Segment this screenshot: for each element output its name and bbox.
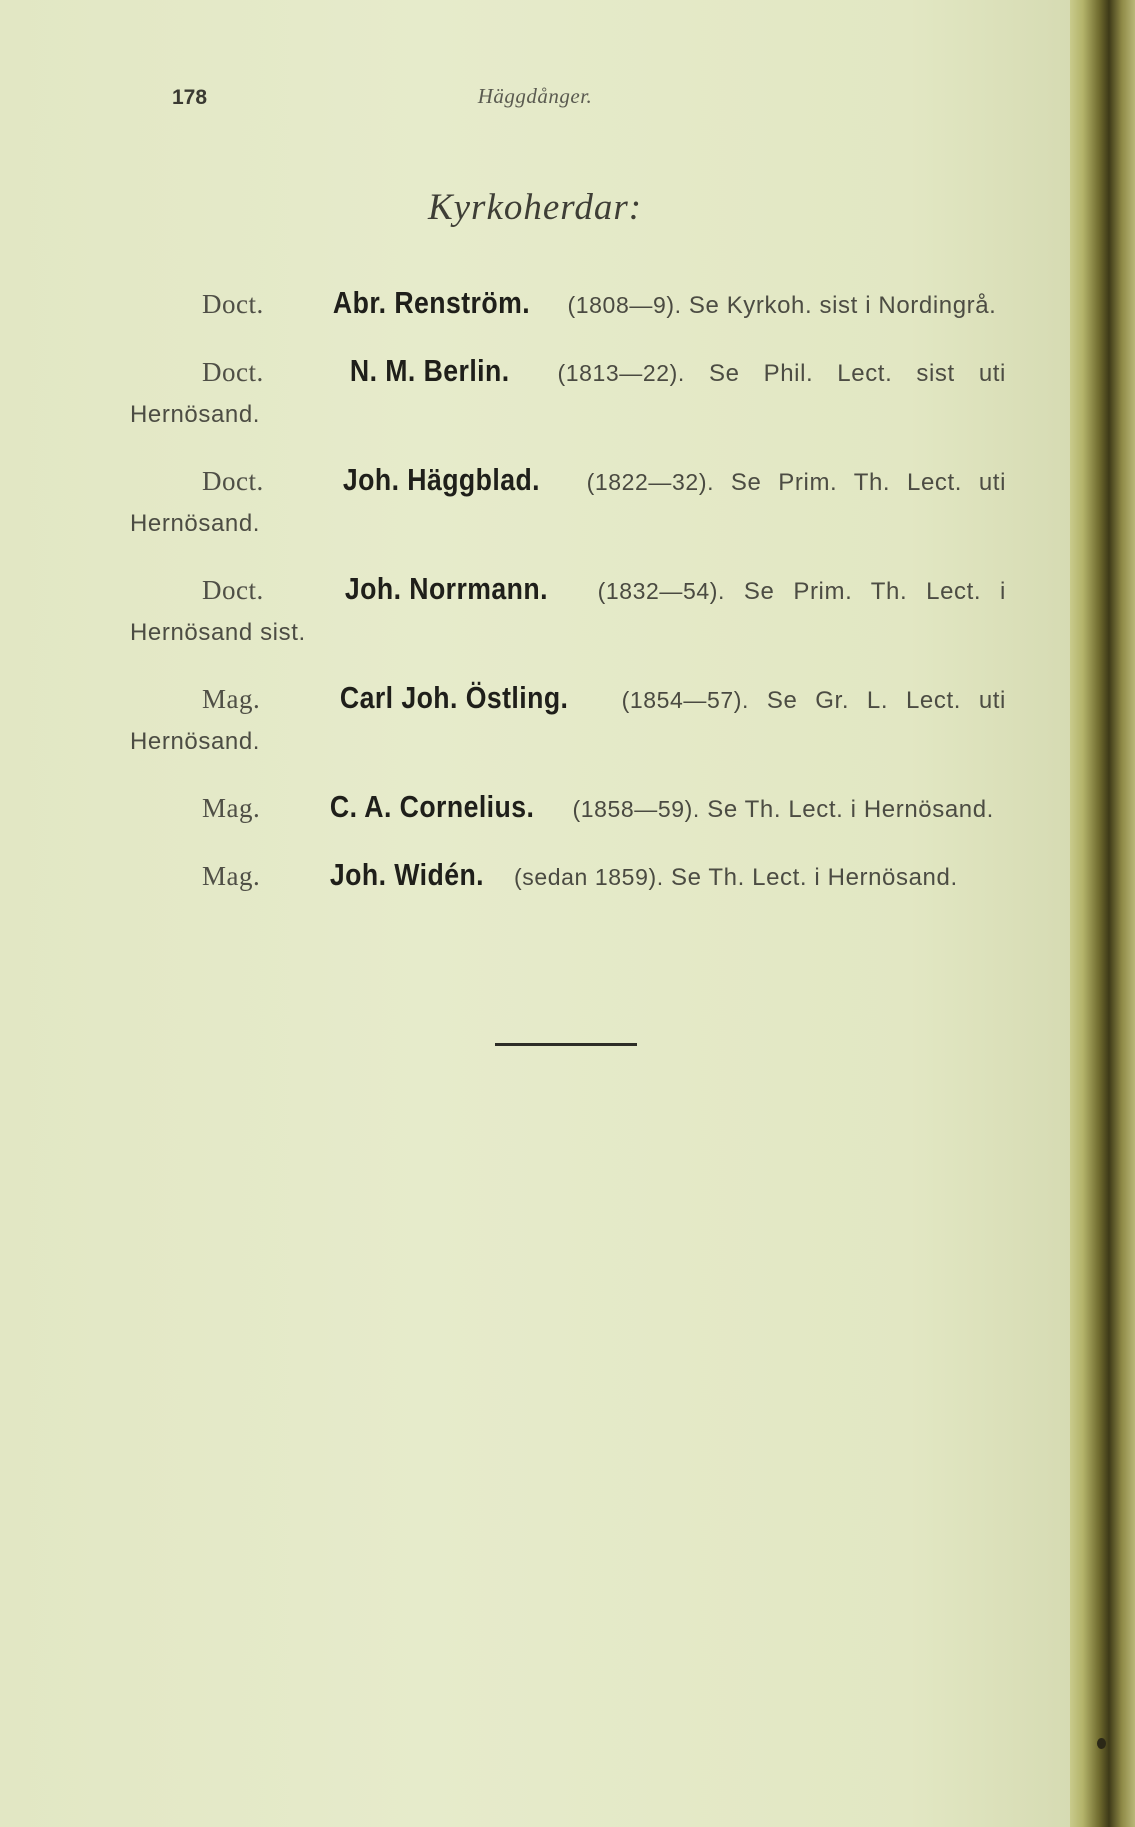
entry-norrmann [130, 568, 1006, 653]
running-head: Häggdånger. [477, 84, 593, 108]
entry-name: Joh. Widén. [329, 857, 484, 892]
entry-dates: (1808—9). [567, 292, 682, 318]
entry-name: Joh. Häggblad. [342, 462, 540, 497]
spine-mark [1097, 1738, 1106, 1749]
entry-title: Doct. [202, 357, 264, 387]
entry-title: Doct. [202, 466, 264, 496]
entry-text: Se Prim. Th. Lect. i Hernösand sist. [130, 578, 1006, 646]
entry-text: Se Prim. Th. Lect. uti Hernösand. [130, 469, 1007, 537]
entry-cornelius [130, 786, 1006, 830]
entry-text: Se Kyrkoh. sist i Nordingrå. [688, 292, 997, 319]
end-rule [495, 1043, 637, 1046]
entry-name: Joh. Norrmann. [344, 571, 548, 606]
entry-renstrom [130, 282, 1006, 326]
entry-dates: (sedan 1859). [513, 864, 664, 890]
entry-title: Mag. [202, 861, 261, 891]
entry-dates: (1858—59). [572, 796, 700, 822]
book-spine [1070, 0, 1135, 1827]
entry-title: Doct. [202, 289, 264, 319]
entry-dates: (1813—22). [557, 360, 685, 386]
entry-name: N. M. Berlin. [349, 353, 510, 388]
entry-title: Mag. [202, 684, 261, 714]
entry-text: Se Th. Lect. i Hernösand. [671, 864, 958, 891]
entry-title: Doct. [202, 575, 264, 605]
entry-dates: (1822—32). [586, 469, 715, 495]
entry-name: C. A. Cornelius. [329, 789, 534, 824]
entry-name: Abr. Renström. [332, 285, 531, 320]
section-title: Kyrkoherdar: [427, 187, 643, 228]
entry-list [130, 258, 1006, 912]
page-number: 178 [172, 86, 208, 109]
entry-text: Se Gr. L. Lect. uti Hernösand. [130, 687, 1006, 755]
entry-widen [130, 854, 1006, 898]
entry-dates: (1854—57). [621, 687, 750, 713]
entry-ostling [130, 677, 1006, 762]
entry-text: Se Th. Lect. i Hernösand. [707, 796, 994, 823]
entry-title: Mag. [202, 793, 261, 823]
entry-name: Carl Joh. Östling. [340, 680, 569, 715]
entry-text: Se Phil. Lect. sist uti Hernösand. [130, 360, 1006, 428]
entry-haggblad [130, 459, 1006, 544]
entry-dates: (1832—54). [597, 578, 726, 604]
entry-berlin [130, 350, 1006, 435]
